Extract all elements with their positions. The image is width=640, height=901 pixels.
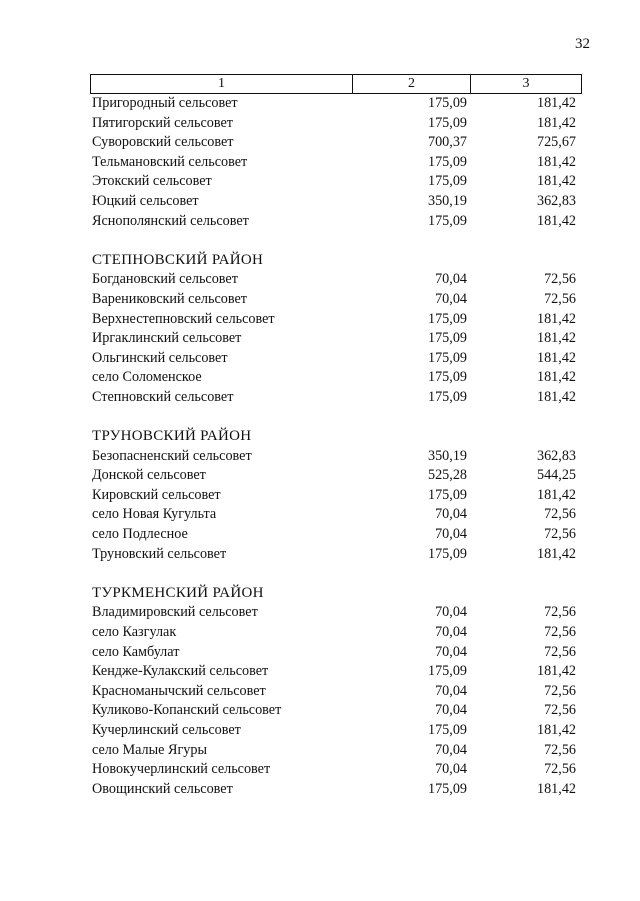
value-col-2: 175,09 bbox=[427, 369, 467, 386]
table-row bbox=[92, 270, 582, 290]
table-row bbox=[92, 682, 582, 702]
table-row bbox=[92, 447, 582, 467]
table-row bbox=[92, 329, 582, 349]
table-row bbox=[92, 662, 582, 682]
value-col-2: 70,04 bbox=[435, 741, 467, 758]
value-col-2: 175,09 bbox=[427, 153, 467, 170]
value-col-3: 72,56 bbox=[544, 604, 576, 621]
table-row bbox=[92, 114, 582, 134]
settlement-name: Юцкий сельсовет bbox=[92, 192, 199, 209]
value-col-2: 175,09 bbox=[427, 349, 467, 366]
value-col-2: 700,37 bbox=[427, 134, 467, 151]
value-col-2: 70,04 bbox=[435, 526, 467, 543]
value-col-3: 181,42 bbox=[536, 486, 576, 503]
table-row bbox=[92, 486, 582, 506]
value-col-3: 72,56 bbox=[544, 682, 576, 699]
settlement-name: село Соломенское bbox=[92, 369, 202, 386]
settlement-name: Ольгинский сельсовет bbox=[92, 349, 228, 366]
value-col-3: 181,42 bbox=[536, 545, 576, 562]
value-col-3: 181,42 bbox=[536, 95, 576, 111]
table-row bbox=[92, 290, 582, 310]
table-row bbox=[92, 310, 582, 330]
value-col-3: 181,42 bbox=[536, 114, 576, 131]
table-row bbox=[92, 603, 582, 623]
value-col-3: 181,42 bbox=[536, 330, 576, 347]
settlement-name: Богдановский сельсовет bbox=[92, 271, 238, 288]
value-col-2: 70,04 bbox=[435, 624, 467, 641]
value-col-3: 72,56 bbox=[544, 290, 576, 307]
value-col-3: 362,83 bbox=[536, 447, 576, 464]
value-col-2: 175,09 bbox=[427, 310, 467, 327]
table-row bbox=[92, 388, 582, 408]
value-col-2: 175,09 bbox=[427, 388, 467, 405]
table-header bbox=[90, 74, 582, 94]
value-col-3: 544,25 bbox=[536, 467, 576, 484]
value-col-2: 175,09 bbox=[427, 722, 467, 738]
value-col-2: 70,04 bbox=[435, 271, 467, 288]
table-row bbox=[92, 212, 582, 232]
value-col-3: 72,56 bbox=[544, 506, 576, 523]
table-row bbox=[92, 643, 582, 663]
value-col-2: 70,04 bbox=[435, 761, 467, 778]
value-col-3: 181,42 bbox=[536, 663, 576, 680]
table-row bbox=[92, 94, 582, 114]
value-col-3: 72,56 bbox=[544, 643, 576, 660]
settlement-name: село Новая Кугульта bbox=[92, 506, 217, 523]
settlement-name: село Казгулак bbox=[92, 624, 177, 641]
table-row bbox=[92, 525, 582, 545]
settlement-name: село Подлесное bbox=[92, 526, 188, 543]
value-col-3: 181,42 bbox=[536, 349, 576, 366]
table-row bbox=[92, 192, 582, 212]
value-col-3: 181,42 bbox=[536, 722, 576, 738]
value-col-3: 181,42 bbox=[536, 153, 576, 170]
settlement-name: село Камбулат bbox=[92, 643, 180, 660]
table-row bbox=[92, 466, 582, 486]
settlement-name: Яснополянский сельсовет bbox=[92, 212, 249, 229]
settlement-name: Этокский сельсовет bbox=[92, 173, 212, 190]
table-row bbox=[92, 701, 582, 721]
table-row bbox=[92, 760, 582, 780]
settlement-name: Степновский сельсовет bbox=[92, 388, 234, 405]
settlement-name: Донской сельсовет bbox=[92, 467, 206, 484]
settlement-name: Новокучерлинский сельсовет bbox=[92, 761, 271, 778]
settlement-name: Пригородный сельсовет bbox=[92, 95, 238, 111]
value-col-3: 362,83 bbox=[536, 192, 576, 209]
table-body bbox=[92, 94, 582, 799]
district-title: ТУРКМЕНСКИЙ РАЙОН bbox=[92, 584, 264, 601]
value-col-2: 175,09 bbox=[427, 173, 467, 190]
settlement-name: Иргаклинский сельсовет bbox=[92, 330, 242, 347]
value-col-2: 70,04 bbox=[435, 290, 467, 307]
value-col-3: 72,56 bbox=[544, 741, 576, 758]
value-col-2: 175,09 bbox=[427, 95, 467, 111]
value-col-2: 175,09 bbox=[427, 663, 467, 680]
settlement-name: Суворовский сельсовет bbox=[92, 134, 234, 151]
value-col-2: 70,04 bbox=[435, 702, 467, 719]
column-header-3: 3 bbox=[522, 76, 530, 91]
value-col-3: 181,42 bbox=[536, 212, 576, 229]
value-col-3: 725,67 bbox=[536, 134, 576, 151]
settlement-name: Верхнестепновский сельсовет bbox=[92, 310, 275, 327]
table-row bbox=[92, 133, 582, 153]
column-header-2: 2 bbox=[353, 75, 471, 93]
value-col-2: 350,19 bbox=[427, 447, 467, 464]
settlement-name: село Малые Ягуры bbox=[92, 741, 207, 758]
settlement-name: Владимировский сельсовет bbox=[92, 604, 258, 621]
value-col-3: 181,42 bbox=[536, 388, 576, 405]
settlement-name: Варениковский сельсовет bbox=[92, 290, 247, 307]
settlement-name: Кендже-Кулакский сельсовет bbox=[92, 663, 269, 680]
table-row bbox=[92, 172, 582, 192]
table-row bbox=[92, 741, 582, 761]
value-col-3: 72,56 bbox=[544, 526, 576, 543]
value-col-2: 175,09 bbox=[427, 486, 467, 503]
value-col-2: 525,28 bbox=[427, 467, 467, 484]
value-col-2: 70,04 bbox=[435, 643, 467, 660]
page-number: 32 bbox=[575, 36, 590, 52]
table-row bbox=[92, 780, 582, 800]
value-col-3: 181,42 bbox=[536, 310, 576, 327]
value-col-2: 70,04 bbox=[435, 506, 467, 523]
settlement-name: Кировский сельсовет bbox=[92, 486, 221, 503]
settlement-name: Овощинский сельсовет bbox=[92, 780, 233, 797]
district-title: ТРУНОВСКИЙ РАЙОН bbox=[92, 428, 252, 445]
column-header-1: 1 bbox=[91, 75, 353, 93]
value-col-2: 70,04 bbox=[435, 604, 467, 621]
value-col-3: 72,56 bbox=[544, 624, 576, 641]
settlement-name: Кучерлинский сельсовет bbox=[92, 722, 241, 738]
value-col-3: 181,42 bbox=[536, 173, 576, 190]
value-col-3: 181,42 bbox=[536, 369, 576, 386]
value-col-3: 72,56 bbox=[544, 702, 576, 719]
value-col-2: 175,09 bbox=[427, 212, 467, 229]
settlement-name: Пятигорский сельсовет bbox=[92, 114, 233, 131]
table-row bbox=[92, 368, 582, 388]
settlement-name: Тельмановский сельсовет bbox=[92, 153, 248, 170]
settlement-name: Красноманычский сельсовет bbox=[92, 682, 266, 699]
table-row bbox=[92, 545, 582, 565]
settlement-name: Труновский сельсовет bbox=[92, 545, 227, 562]
settlement-name: Куликово-Копанский сельсовет bbox=[92, 702, 282, 719]
table-row bbox=[92, 349, 582, 369]
district-title: СТЕПНОВСКИЙ РАЙОН bbox=[92, 251, 264, 268]
value-col-3: 181,42 bbox=[536, 780, 576, 797]
table-row bbox=[92, 623, 582, 643]
settlement-name: Безопасненский сельсовет bbox=[92, 447, 252, 464]
value-col-3: 72,56 bbox=[544, 761, 576, 778]
value-col-2: 70,04 bbox=[435, 682, 467, 699]
value-col-2: 175,09 bbox=[427, 545, 467, 562]
value-col-2: 175,09 bbox=[427, 780, 467, 797]
table-row bbox=[92, 505, 582, 525]
value-col-2: 350,19 bbox=[427, 192, 467, 209]
value-col-3: 72,56 bbox=[544, 271, 576, 288]
table-row bbox=[92, 153, 582, 173]
value-col-2: 175,09 bbox=[427, 114, 467, 131]
table-row bbox=[92, 721, 582, 741]
value-col-2: 175,09 bbox=[427, 330, 467, 347]
